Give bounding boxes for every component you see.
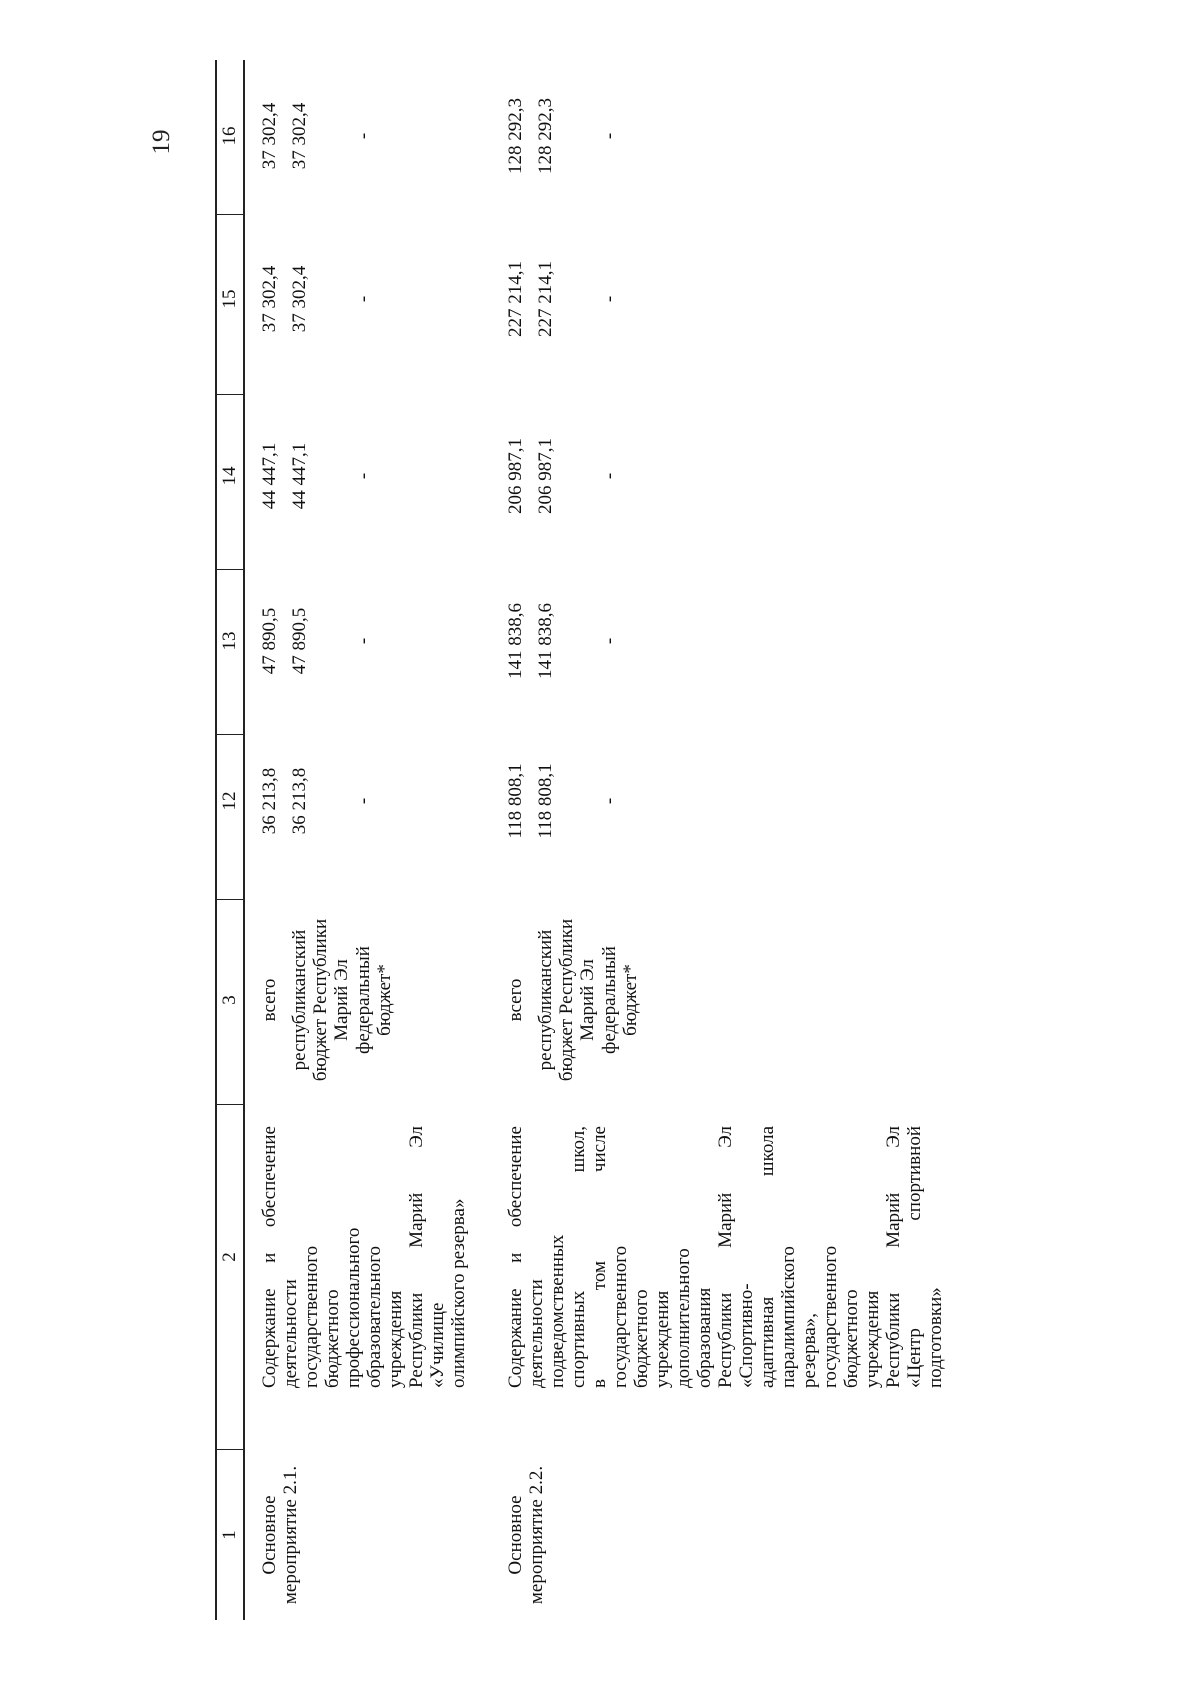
value-cell: 118 808,1: [505, 763, 526, 839]
value-cell: -: [599, 132, 620, 140]
value-cell: 206 987,1: [505, 438, 526, 514]
value-cell: 128 292,3: [505, 98, 526, 174]
column-divider: [215, 734, 243, 735]
description-line: Республики Марий Эл: [883, 1126, 904, 1388]
funding-source: федеральный бюджет*: [599, 946, 641, 1054]
value-cell: 36 213,8: [289, 767, 310, 835]
funding-source: всего: [505, 978, 526, 1022]
description-line: адаптивная школа: [757, 1126, 778, 1388]
event-name: Основное мероприятие 2.2.: [505, 1465, 547, 1605]
description-line: государственного: [820, 1245, 841, 1388]
column-header-13: 13: [219, 631, 240, 651]
value-cell: 206 987,1: [535, 438, 556, 514]
description-line: подведомственных: [547, 1234, 568, 1388]
description-line: «Центр спортивной: [904, 1126, 925, 1388]
page-number: 19: [148, 129, 175, 155]
value-cell: 118 808,1: [535, 763, 556, 839]
description-line: деятельности: [280, 1279, 301, 1388]
funding-source: республиканский бюджет Республики Марий Эл: [289, 918, 352, 1082]
description-line: государственного: [610, 1245, 631, 1388]
description-line: государственного: [301, 1245, 322, 1388]
column-divider: [215, 899, 243, 900]
description-line: «Спортивно-: [736, 1283, 757, 1388]
description-line: деятельности: [526, 1279, 547, 1388]
description-line: дополнительного: [673, 1248, 694, 1388]
value-cell: 37 302,4: [259, 265, 280, 333]
column-divider: [215, 394, 243, 395]
event-name: Основное мероприятие 2.1.: [259, 1465, 301, 1605]
description-line: Республики Марий Эл: [406, 1126, 427, 1388]
description-line: подготовки»: [925, 1287, 946, 1388]
event-description: [259, 1126, 469, 1388]
description-line: резерва»,: [799, 1312, 820, 1388]
value-cell: 44 447,1: [259, 442, 280, 510]
value-cell: 47 890,5: [289, 607, 310, 675]
value-cell: 227 214,1: [535, 261, 556, 337]
value-cell: -: [599, 797, 620, 805]
value-cell: 44 447,1: [289, 442, 310, 510]
description-line: бюджетного: [322, 1289, 343, 1388]
value-cell: -: [599, 472, 620, 480]
description-line: учреждения: [652, 1290, 673, 1388]
description-line: паралимпийского: [778, 1246, 799, 1388]
description-line: бюджетного: [841, 1289, 862, 1388]
column-header-16: 16: [219, 126, 240, 146]
description-line: Республики Марий Эл: [715, 1126, 736, 1388]
value-cell: 227 214,1: [505, 261, 526, 337]
table-header-rule: [243, 60, 245, 1620]
description-line: «Училище: [427, 1302, 448, 1388]
description-line: олимпийского резерва»: [448, 1198, 469, 1388]
value-cell: -: [599, 637, 620, 645]
description-line: образования: [694, 1287, 715, 1388]
funding-source: всего: [259, 978, 280, 1022]
column-divider: [215, 569, 243, 570]
value-cell: 128 292,3: [535, 98, 556, 174]
description-line: в том числе: [589, 1126, 610, 1388]
column-header-12: 12: [219, 791, 240, 811]
value-cell: 141 838,6: [535, 603, 556, 679]
description-line: Содержание и обеспечение: [505, 1126, 526, 1388]
funding-source: республиканский бюджет Республики Марий Эл: [535, 918, 598, 1082]
description-line: Содержание и обеспечение: [259, 1126, 280, 1388]
value-cell: 37 302,4: [259, 102, 280, 170]
column-header-14: 14: [219, 466, 240, 486]
column-divider: [215, 1104, 243, 1105]
value-cell: 141 838,6: [505, 603, 526, 679]
column-header-2: 2: [219, 1252, 240, 1262]
column-header-3: 3: [219, 995, 240, 1005]
value-cell: -: [353, 295, 374, 303]
column-divider: [215, 1449, 243, 1450]
value-cell: 36 213,8: [259, 767, 280, 835]
column-header-1: 1: [219, 1530, 240, 1540]
description-line: образовательного: [364, 1245, 385, 1388]
description-line: учреждения: [862, 1290, 883, 1388]
description-line: спортивных школ,: [568, 1126, 589, 1388]
value-cell: -: [353, 637, 374, 645]
column-divider: [215, 214, 243, 215]
description-line: профессионального: [343, 1227, 364, 1388]
budget-table: [215, 60, 975, 1620]
description-line: учреждения: [385, 1290, 406, 1388]
value-cell: 37 302,4: [289, 265, 310, 333]
funding-source: федеральный бюджет*: [353, 946, 395, 1054]
event-description: [505, 1126, 946, 1388]
value-cell: -: [353, 472, 374, 480]
value-cell: -: [353, 797, 374, 805]
description-line: бюджетного: [631, 1289, 652, 1388]
value-cell: 47 890,5: [259, 607, 280, 675]
value-cell: -: [599, 295, 620, 303]
column-header-15: 15: [219, 289, 240, 309]
value-cell: -: [353, 132, 374, 140]
value-cell: 37 302,4: [289, 102, 310, 170]
